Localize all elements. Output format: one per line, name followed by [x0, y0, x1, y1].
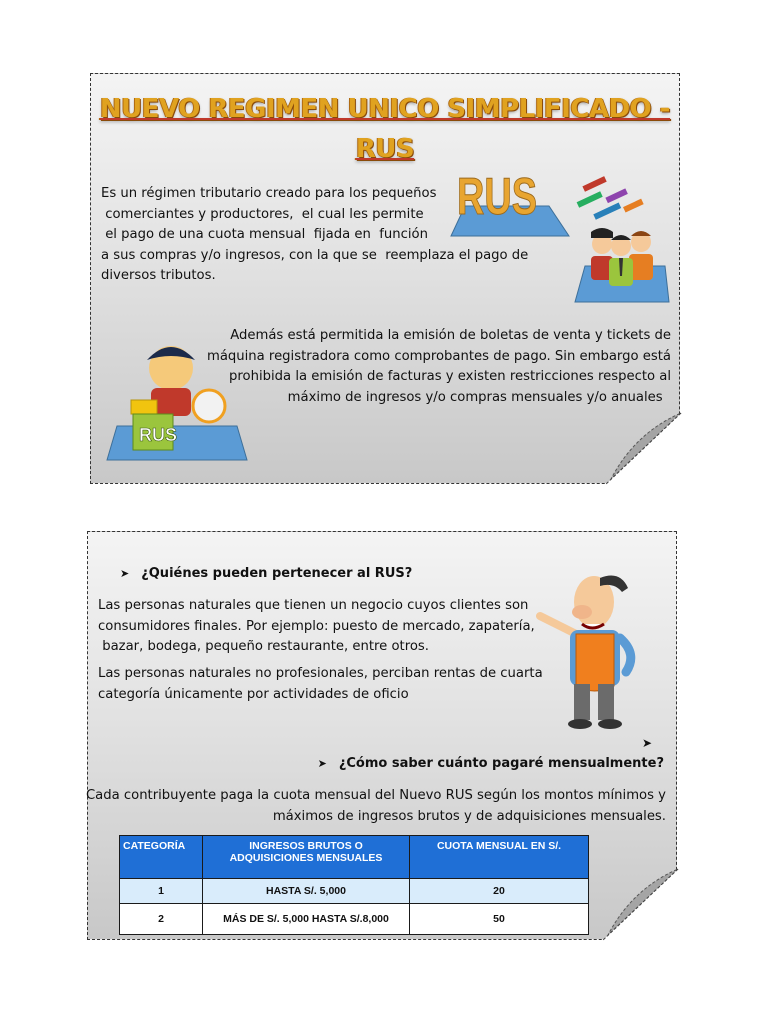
- page-title: NUEVO REGIMEN UNICO SIMPLIFICADO -: [99, 94, 671, 124]
- table-header-row: [120, 836, 589, 879]
- payment-receipts-paragraph: Además está permitida la emisión de boletas de venta y tickets de máquina registradora como comprobantes de pago. Sin embargo está prohibida la emisión de facturas y existen restricciones respecto al máximo de ingresos y/o compras mensuales y/o anuales: [206, 328, 671, 405]
- arrow-bullet-icon: ➤: [317, 757, 327, 770]
- who-can-join-paragraph: Las personas naturales que tienen un negocio cuyos clientes son consumidores finales. Por ejemplo: puesto de mercado, zapatería, bazar, bodega, pequeño restaurante, entre otros.: [98, 598, 535, 654]
- arrow-bullet-small-icon: ➤: [642, 736, 653, 750]
- table-cell: 50: [410, 904, 589, 935]
- rus-badge-text: RUS: [139, 425, 178, 445]
- table-row: [120, 904, 589, 935]
- table-header-fee: CUOTA MENSUAL EN S/.: [410, 836, 589, 879]
- shopkeeper-illustration-icon: [536, 572, 654, 734]
- monthly-payment-heading: ➤ ¿Cómo saber cuánto pagaré mensualmente?: [317, 756, 664, 771]
- table-cell: 1: [120, 879, 203, 904]
- table-cell: 20: [410, 879, 589, 904]
- arrow-bullet-icon: ➤: [120, 567, 130, 580]
- monthly-payment-paragraph: Cada contribuyente paga la cuota mensual del Nuevo RUS según los montos mínimos y máximos de ingresos brutos y de adquisiciones mensuales.: [85, 788, 666, 824]
- page-title-rus: RUS: [355, 134, 415, 164]
- table-cell: MÁS DE S/. 5,000 HASTA S/.8,000: [203, 904, 410, 935]
- rus-categories-table: [119, 835, 589, 935]
- who-can-join-heading: ➤ ¿Quiénes pueden pertenecer al RUS?: [120, 566, 413, 581]
- table-row: [120, 879, 589, 904]
- rus-logo-text: RUS: [457, 168, 537, 226]
- table-cell: 2: [120, 904, 203, 935]
- intro-paragraph: Es un régimen tributario creado para los pequeños comerciantes y productores, el cual les permite el pago de una cuota mensual fijada en función a sus compras y/o ingresos, con la que se reemplaza el pago de diversos tributos.: [101, 186, 529, 283]
- info-card-bottom: [87, 531, 677, 940]
- professionals-paragraph: Las personas naturales no profesionales, perciban rentas de cuarta categoría únicamente por actividades de oficio: [98, 666, 543, 702]
- table-header-income: INGRESOS BRUTOS O ADQUISICIONES MENSUALES: [203, 836, 410, 879]
- page-curl-icon: [605, 413, 681, 485]
- info-card-top: [90, 73, 680, 484]
- table-cell: HASTA S/. 5,000: [203, 879, 410, 904]
- page-curl-icon: [602, 869, 678, 941]
- table-header-category: CATEGORÍA: [120, 836, 203, 879]
- people-group-icon: [569, 166, 674, 306]
